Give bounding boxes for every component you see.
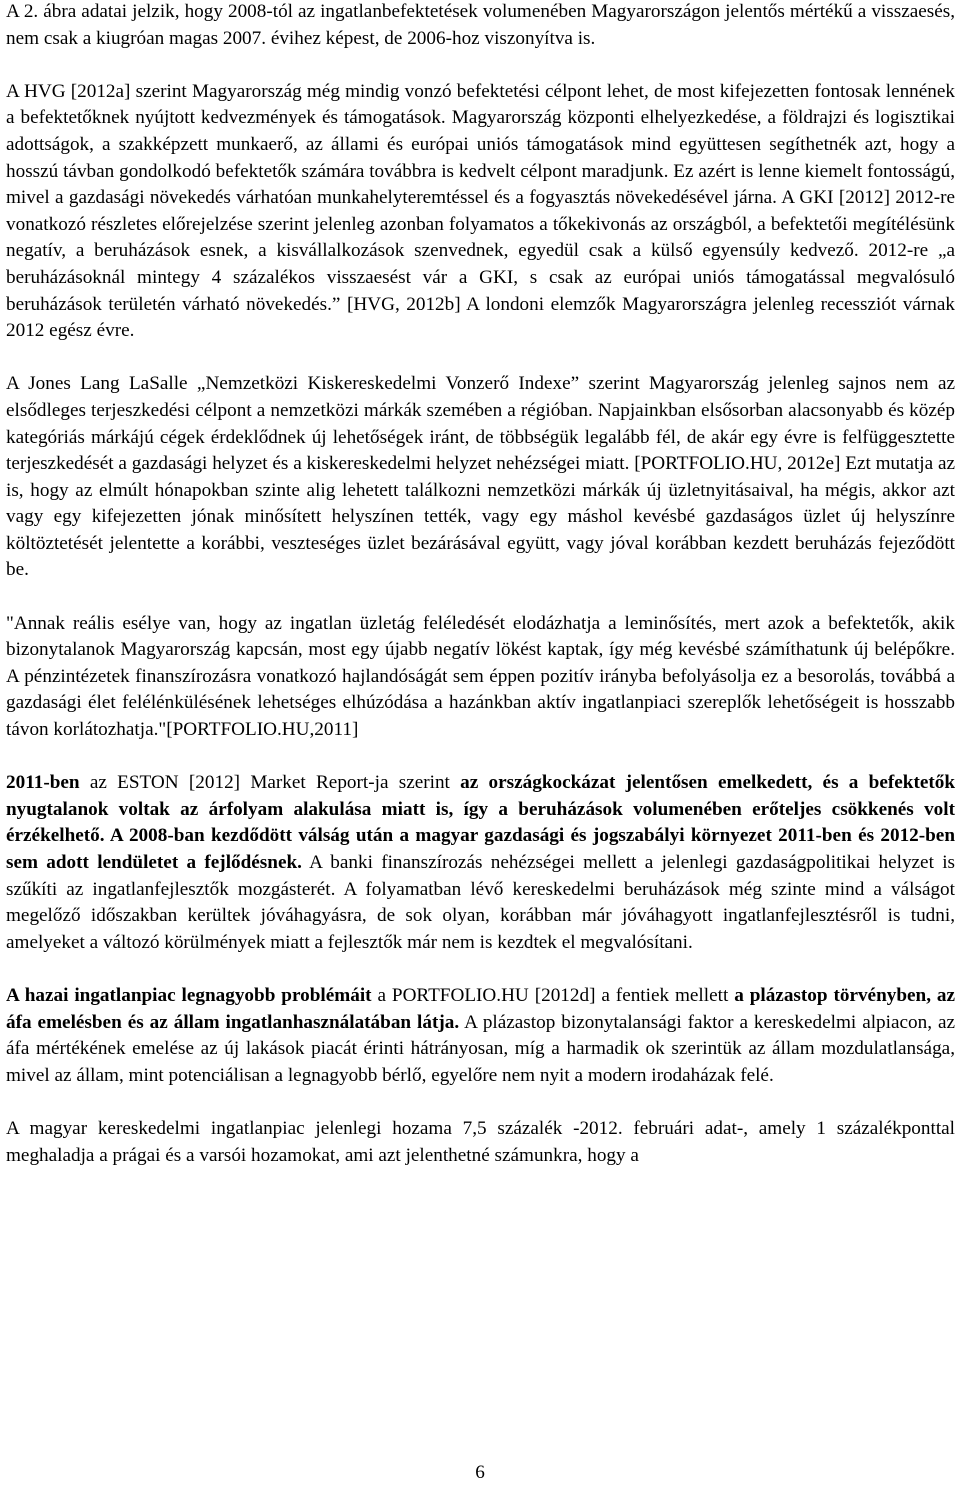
paragraph-5-bold-main: az országkockázat jelentősen emelkedett, és a befektetők nyugtalanok voltak az árfolyam alakulása miatt is, így a beruházások volumenében erőteljes csökkenés volt érzékelhető. A 2008-ban kezdődött válság után a magyar gazdasági és jogszabályi környezet 2011-ben és 2012-ben sem adott lendületet a fejlődésnek. xyxy=(6,772,956,873)
paragraph-1 xyxy=(6,0,955,52)
paragraph-4-text: "Annak reális esélye van, hogy az ingatlan üzletág feléledését elodázhatja a leminősítés, mert azok a befektetők, akik bizonytalanok Magyarország kapcsán, most egy újabb negatív lökést kaptak, így még kevésbé számíthatunk új belépőkre. A pénzintézetek finanszírozásra vonatkozó hajlandóságát sem éppen pozitív irányba befolyásolja ez a besorolás, továbbá a gazdasági élet felélénkülésének lehetséges elhúzódása a hazánkban aktív ingatlanpiaci szereplők lehetőségeit is hosszabb távon korlátozhatja."[PORTFOLIO.HU,2011] xyxy=(6,612,955,741)
paragraph-5 xyxy=(6,770,955,956)
page-number: 6 xyxy=(475,1462,485,1483)
paragraph-4 xyxy=(6,611,955,744)
paragraph-6-text-b: A plázastop bizonytalansági faktor a kereskedelmi alpiacon, az áfa mértékének emelése az új lakások piacát érinti hátrányosan, míg a harmadik ok szerintük az állam mozdulatlansága, mivel az állam, mint potenciálisan a legnagyobb bérlő, egyelőre nem nyit a modern irodaházak felé. xyxy=(6,1011,955,1086)
paragraph-3 xyxy=(6,371,955,584)
paragraph-2 xyxy=(6,79,955,345)
paragraph-2-text: A HVG [2012a] szerint Magyarország még mindig vonzó befektetési célpont lehet, de most kifejezetten fontosak lennének a befektetőknek nyújtott kedvezmények és támogatások. Magyarország központi elhelyezkedése, a földrajzi és logisztikai adottságok, a szakképzett munkaerő, az állami és európai uniós támogatások mind együttesen segíthetnék azt, hogy a hosszú távban gondolkodó befektetők számára továbbra is kedvelt célpont maradjunk. Ez azért is lenne kiemelt fontosságú, mivel a gazdasági növekedés várhatóan munkahelyteremtéssel és a fogyasztás növekedésével járna. A GKI [2012] 2012-re vonatkozó részletes előrejelzése szerint jelenleg azonban folyamatos a tőkekivonás az országból, a befektetői megítélésünk negatív, a beruházások esnek, a kisvállalkozások szenvednek, egyedül csak a külső egyensúly kedvező. 2012-re „a beruházásoknál mintegy 4 százalékos visszaesést vár a GKI, s csak az európai uniós támogatással megvalósuló beruházások területén várható növekedés.” [HVG, 2012b] A londoni elemzők Magyarországra jelenleg recessziót várnak 2012 egész évre. xyxy=(6,80,955,342)
paragraph-5-text-b: A banki finanszírozás nehézségei mellett a jelenlegi gazdaságpolitikai helyzet is szűkíti az ingatlanfejlesztők mozgásterét. A folyamatban lévő kereskedelmi beruházások még szinte mind a válságot megelőző időszakban kerültek jóváhagyásra, de sok olyan, korábban már jóváhagyott ingatlanfejlesztésről is tudni, amelyeket a változó körülmények miatt a fejlesztők már nem is kezdtek el megvalósítani. xyxy=(6,852,955,953)
paragraph-7 xyxy=(6,1116,955,1169)
document-page xyxy=(6,0,955,1196)
paragraph-6-bold-main: a plázastop törvényben, az áfa emelésben és az állam ingatlanhasználatában látja. xyxy=(6,984,956,1033)
paragraph-6-bold-lead: A hazai ingatlanpiac legnagyobb problémáit xyxy=(6,984,372,1006)
paragraph-3-text: A Jones Lang LaSalle „Nemzetközi Kiskereskedelmi Vonzerő Indexe” szerint Magyarország jelenleg sajnos nem az elsődleges terjeszkedési célpont a nemzetközi márkák szemében a régióban. Napjainkban elsősorban alacsonyabb és közép kategóriás márkájú cégek érdeklődnek új lehetőségek iránt, de többségük legalább fél, de akár egy évre is felfüggesztette terjeszkedését a gazdasági helyzet és a kiskereskedelmi helyzet nehézségei miatt. [PORTFOLIO.HU, 2012e] Ezt mutatja az is, hogy az elmúlt hónapokban szinte alig lehetett találkozni nemzetközi márkák új üzletnyitásaival, ha mégis, akkor azt vagy egy kifejezetten jónak minősített helyszínen tették, vagy egy máshol kevésbé gazdaságos üzlet új helyszínre költöztetését jelentette a korábbi, veszteséges üzlet bezárásával együtt, vagy jóval korábban kezdett beruházás fejeződött be. xyxy=(6,373,955,581)
paragraph-6-text-a: a PORTFOLIO.HU [2012d] a fentiek mellett xyxy=(371,984,735,1006)
paragraph-1-text: A 2. ábra adatai jelzik, hogy 2008-tól az ingatlanbefektetések volumenében Magyarországon jelentős mértékű a visszaesés, nem csak a kiugróan magas 2007. évihez képest, de 2006-hoz viszonyítva is. xyxy=(6,1,955,49)
paragraph-6 xyxy=(6,983,955,1089)
paragraph-5-bold-lead: 2011-ben xyxy=(6,772,80,794)
paragraph-7-text: A magyar kereskedelmi ingatlanpiac jelenlegi hozama 7,5 százalék -2012. februári adat-, amely 1 százalékponttal meghaladja a prágai és a varsói hozamokat, ami azt jelenthetné számunkra, hogy a xyxy=(6,1117,955,1166)
paragraph-5-text-a: az ESTON [2012] Market Report-ja szerint xyxy=(79,772,461,794)
